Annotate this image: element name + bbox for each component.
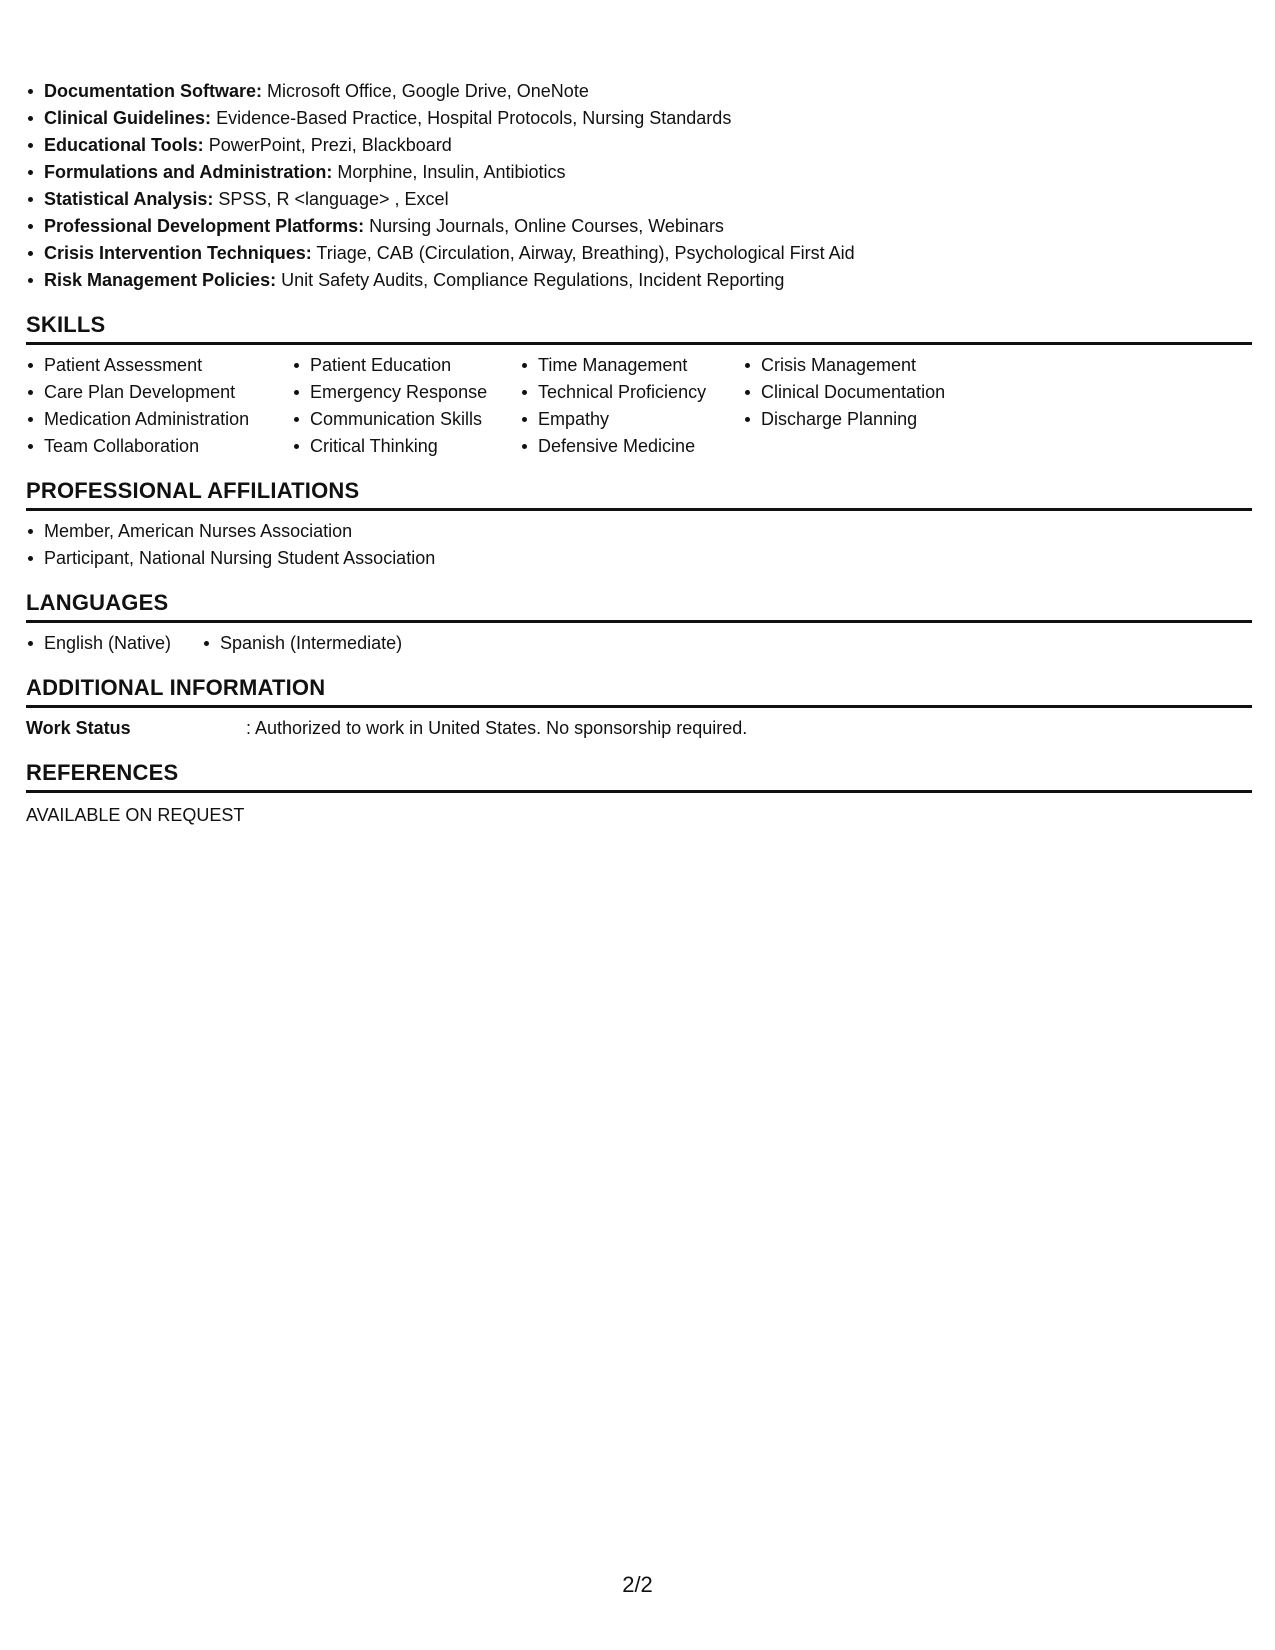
tool-value: Nursing Journals, Online Courses, Webinars [369,216,724,236]
list-item: Crisis Management [761,352,1001,379]
list-item: Member, American Nurses Association [44,518,1252,545]
section-heading-languages: LANGUAGES [26,590,1252,623]
additional-info-section [26,675,1252,742]
affiliations-list [26,511,1252,572]
languages-column-2 [202,630,402,657]
section-heading-skills: SKILLS [26,312,1252,345]
tool-term: Formulations and Administration: [44,162,333,182]
tool-value: Triage, CAB (Circulation, Airway, Breathing), Psychological First Aid [316,243,855,263]
resume-page-2 [26,78,1252,829]
list-item: Critical Thinking [310,433,520,460]
page-number: 2/2 [622,1572,653,1597]
list-item [44,105,1252,132]
list-item: Defensive Medicine [538,433,743,460]
tool-term: Documentation Software: [44,81,263,101]
tool-value: Microsoft Office, Google Drive, OneNote [267,81,589,101]
list-item [44,78,1252,105]
list-item: Patient Assessment [44,352,292,379]
list-item [44,132,1252,159]
list-item: Technical Proficiency [538,379,743,406]
list-item: Discharge Planning [761,406,1001,433]
skills-column-4 [743,352,1001,460]
references-text: AVAILABLE ON REQUEST [26,805,245,825]
list-item: Participant, National Nursing Student Association [44,545,1252,572]
tool-value: Evidence-Based Practice, Hospital Protocols, Nursing Standards [216,108,732,128]
references-section [26,760,1252,829]
list-item: Emergency Response [310,379,520,406]
tool-term: Risk Management Policies: [44,270,277,290]
tools-list [26,78,1252,294]
work-status-value: : Authorized to work in United States. No sponsorship required. [246,718,748,738]
work-status-row [26,708,1252,742]
section-heading-references: REFERENCES [26,760,1252,793]
tool-value: Morphine, Insulin, Antibiotics [337,162,566,182]
list-item [44,240,1252,267]
languages-row [26,623,1252,657]
list-item [44,159,1252,186]
tool-value: SPSS, R <language> , Excel [218,189,449,209]
list-item: Medication Administration [44,406,292,433]
tool-value: Unit Safety Audits, Compliance Regulations, Incident Reporting [281,270,785,290]
languages-column-1 [26,630,202,657]
list-item: Spanish (Intermediate) [220,630,402,657]
tool-value: PowerPoint, Prezi, Blackboard [208,135,452,155]
tool-term: Statistical Analysis: [44,189,214,209]
skills-section [26,312,1252,460]
skills-grid [26,345,1252,460]
list-item: Communication Skills [310,406,520,433]
list-item [44,267,1252,294]
section-heading-additional: ADDITIONAL INFORMATION [26,675,1252,708]
list-item [44,186,1252,213]
tool-term: Clinical Guidelines: [44,108,212,128]
section-heading-affiliations: PROFESSIONAL AFFILIATIONS [26,478,1252,511]
tool-term: Professional Development Platforms: [44,216,365,236]
languages-section [26,590,1252,657]
list-item [44,213,1252,240]
list-item: English (Native) [44,630,202,657]
list-item: Care Plan Development [44,379,292,406]
list-item: Patient Education [310,352,520,379]
skills-column-2 [292,352,520,460]
work-status-label: Work Status [26,718,131,738]
tool-term: Educational Tools: [44,135,204,155]
list-item: Empathy [538,406,743,433]
list-item: Clinical Documentation [761,379,1001,406]
skills-column-3 [520,352,743,460]
list-item: Team Collaboration [44,433,292,460]
tool-term: Crisis Intervention Techniques: [44,243,312,263]
affiliations-section [26,478,1252,572]
skills-column-1 [26,352,292,460]
list-item: Time Management [538,352,743,379]
